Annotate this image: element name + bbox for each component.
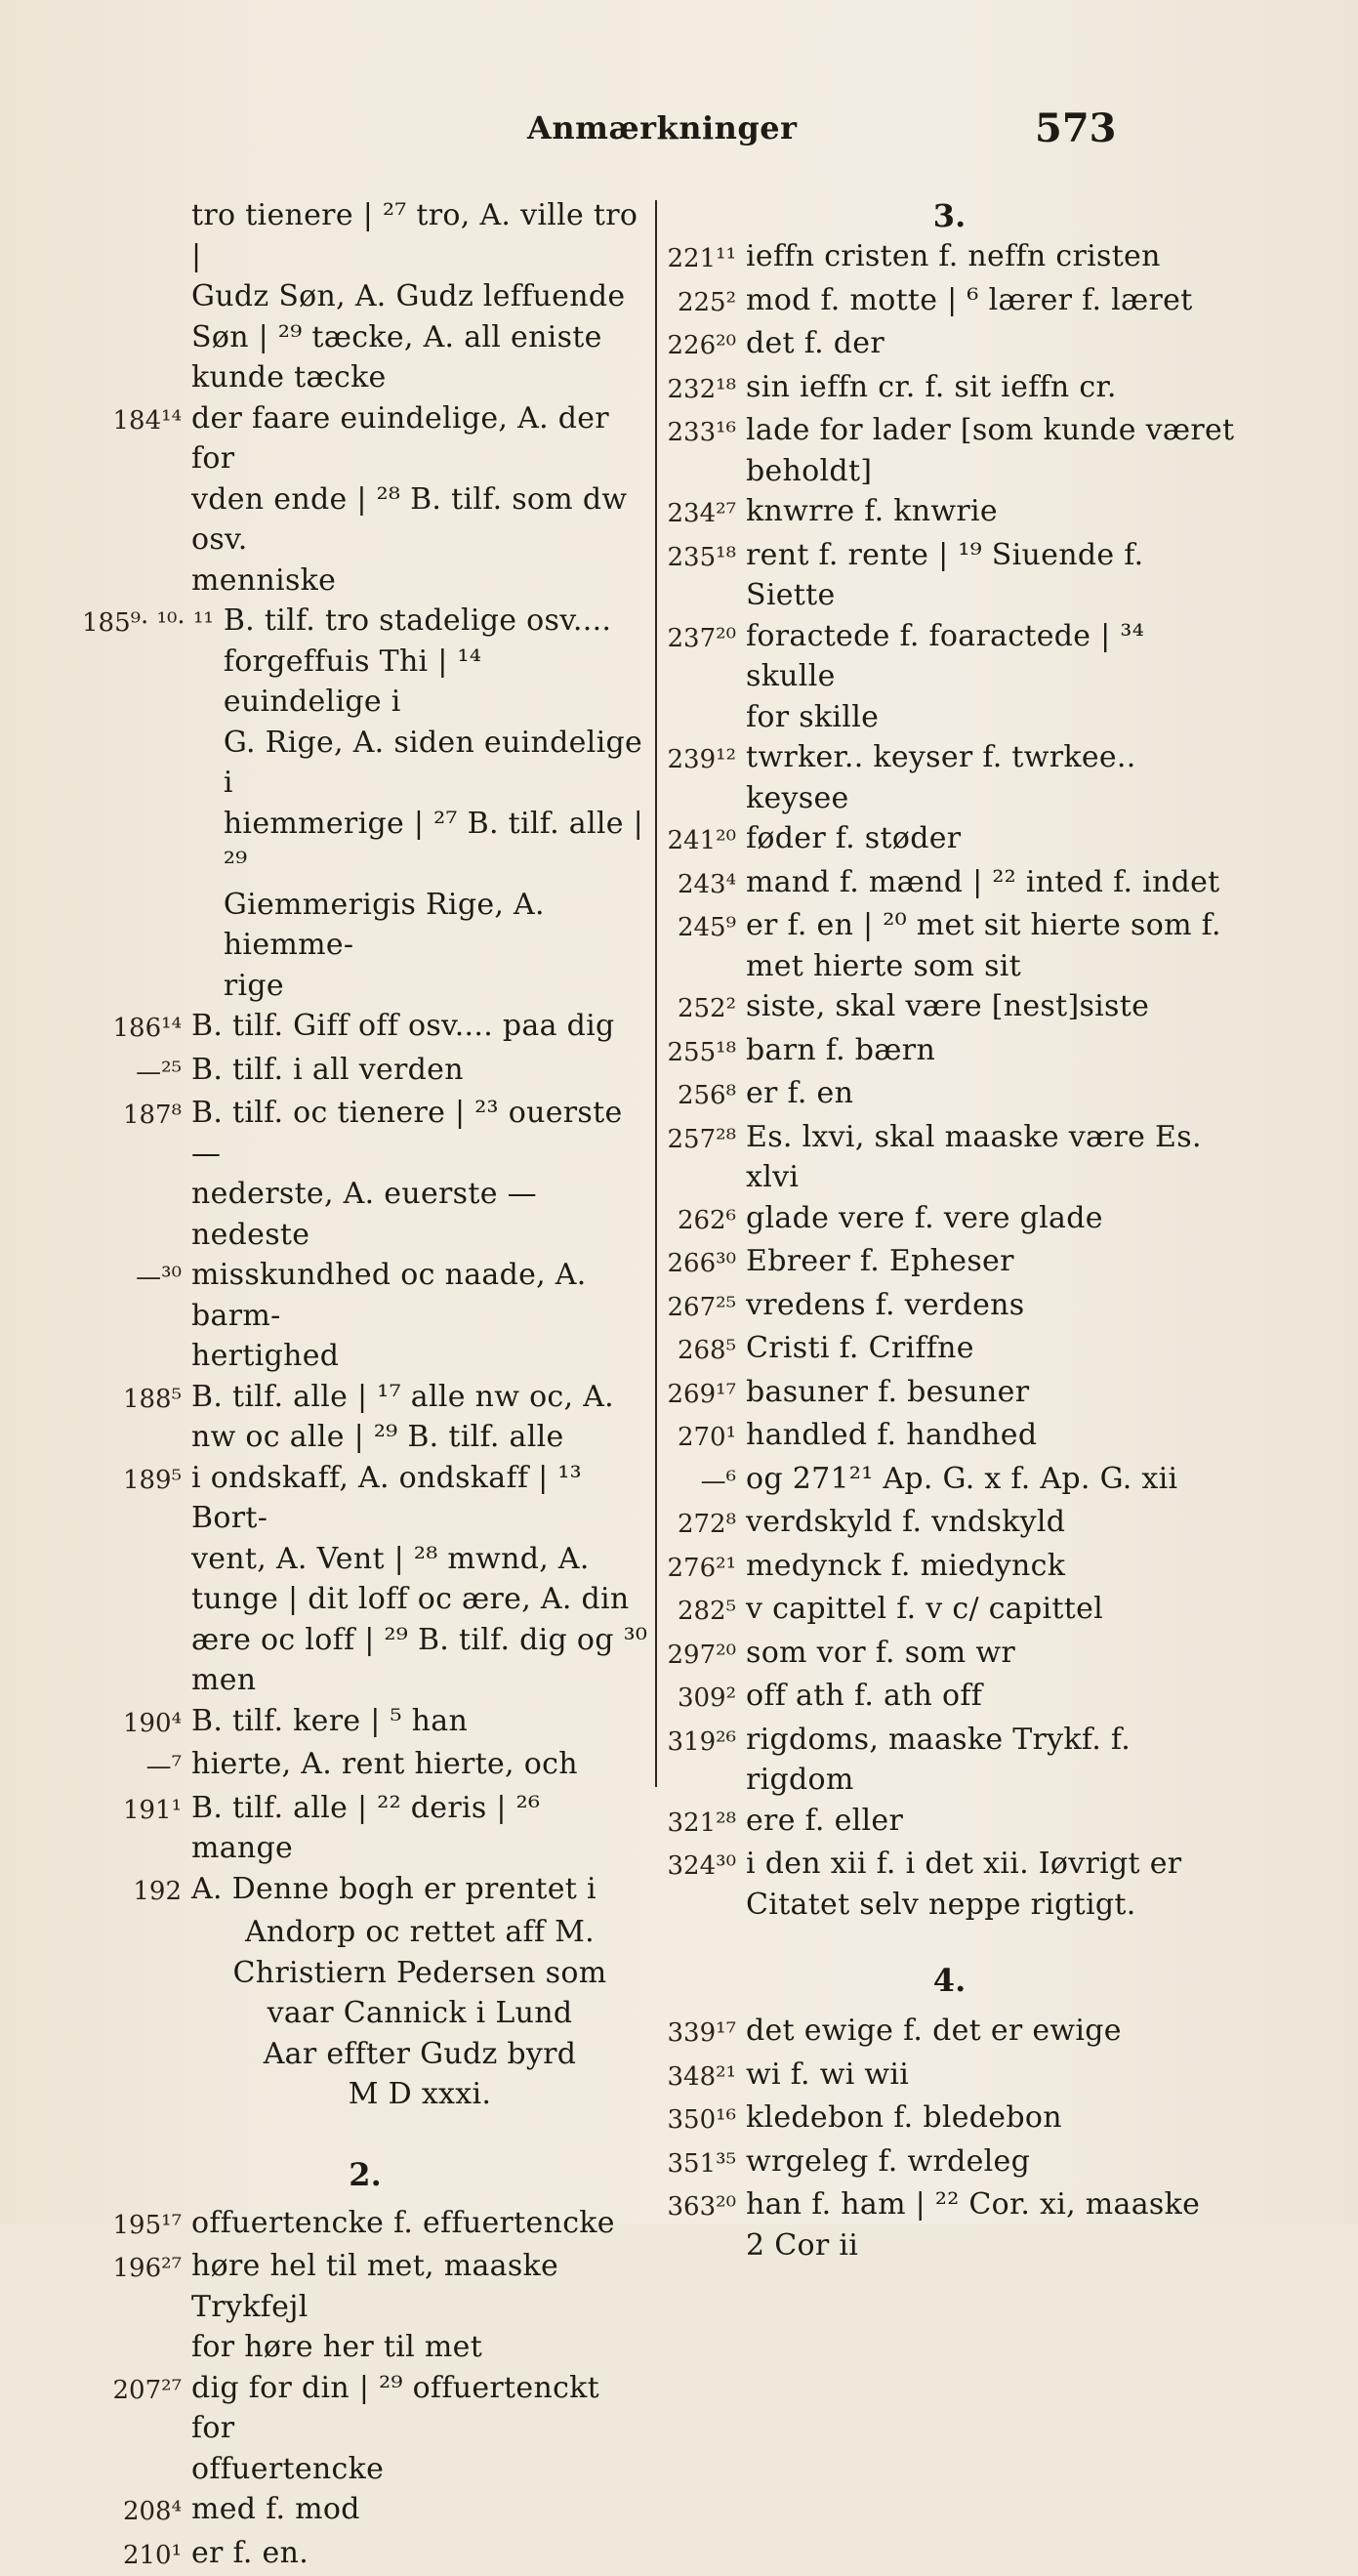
note-entry	[664, 2055, 1235, 2098]
note-ref: 270¹	[664, 1415, 746, 1459]
note-entry	[664, 1372, 1235, 1416]
note-entry	[664, 1073, 1235, 1117]
note-text: rent f. rente | ¹⁹ Siuende f. Siette	[746, 535, 1235, 616]
note-ref: 363²⁰	[664, 2184, 746, 2228]
note-entry	[664, 1502, 1235, 1546]
section-heading-2: 2.	[82, 2154, 648, 2195]
note-ref: 350¹⁶	[664, 2098, 746, 2141]
note-entry	[664, 1030, 1235, 1074]
right-column	[664, 195, 1235, 2265]
note-entry	[664, 862, 1235, 906]
note-text: A. Denne bogh er prentet i	[191, 1869, 648, 1910]
note-text: og 271²¹ Ap. G. x f. Ap. G. xii	[746, 1459, 1235, 1500]
note-text: ieffn cristen f. neffn cristen	[746, 236, 1235, 277]
note-text: B. tilf. i all verden	[191, 1050, 648, 1091]
note-text: wi f. wi wii	[746, 2055, 1235, 2096]
note-entry	[664, 1844, 1235, 1925]
note-text: med f. mod	[191, 2489, 648, 2530]
note-text: i den xii f. i det xii. Iøvrigt er Citatet selv neppe rigtigt.	[746, 1844, 1235, 1925]
note-entry	[664, 1801, 1235, 1845]
note-text: B. tilf. alle | ¹⁷ alle nw oc, A. nw oc alle | ²⁹ B. tilf. alle	[191, 1377, 648, 1458]
note-text: wrgeleg f. wrdeleg	[746, 2141, 1235, 2182]
note-entry	[664, 1676, 1235, 1720]
note-text: foractede f. foaractede | ³⁴ skulle for skille	[746, 616, 1235, 738]
note-ref: 269¹⁷	[664, 1372, 746, 1416]
note-text: v capittel f. v c/ capittel	[746, 1589, 1235, 1630]
note-ref: 257²⁸	[664, 1117, 746, 1161]
note-entry	[664, 535, 1235, 616]
note-text: hierte, A. rent hierte, och	[191, 1744, 648, 1785]
note-entry	[664, 1589, 1235, 1633]
section-heading-4: 4.	[664, 1960, 1235, 2001]
colophon-text: Andorp oc rettet aff M. Christiern Pedersen som vaar Cannick i Lund Aar effter Gudz byrd M D xxxi.	[191, 1912, 648, 2115]
note-text: misskundhed oc naade, A. barm- hertighed	[191, 1255, 648, 1377]
note-entry	[664, 1285, 1235, 1329]
note-ref: —⁷	[82, 1744, 191, 1788]
note-ref: 225²	[664, 280, 746, 324]
note-text: siste, skal være [nest]siste	[746, 986, 1235, 1027]
note-ref: 267²⁵	[664, 1285, 746, 1329]
note-ref: —³⁰	[82, 1255, 191, 1299]
note-text: medynck f. miedynck	[746, 1546, 1235, 1587]
note-entry	[82, 1788, 648, 1869]
note-entry	[664, 2098, 1235, 2141]
note-ref: 190⁴	[82, 1701, 191, 1745]
note-entry	[664, 905, 1235, 986]
note-entry	[664, 2184, 1235, 2265]
note-entry	[664, 818, 1235, 862]
column-divider	[655, 200, 657, 1787]
note-ref: 252²	[664, 986, 746, 1030]
note-ref: 319²⁶	[664, 1720, 746, 1764]
note-ref: 234²⁷	[664, 491, 746, 535]
note-text: tro tienere | ²⁷ tro, A. ville tro | Gudz Søn, A. Gudz leffuende Søn | ²⁹ tæcke, A. all eniste kunde tæcke	[191, 195, 648, 398]
note-ref: 188⁵	[82, 1377, 191, 1421]
note-entry	[82, 1701, 648, 1745]
note-entry	[82, 1377, 648, 1458]
note-entry	[82, 1458, 648, 1701]
note-text: mand f. mænd | ²² inted f. indet	[746, 862, 1235, 903]
note-entry	[664, 986, 1235, 1030]
note-text: offuertencke f. effuertencke	[191, 2203, 648, 2244]
note-entry	[664, 1720, 1235, 1801]
note-text: knwrre f. knwrie	[746, 491, 1235, 532]
left-column	[82, 195, 648, 2576]
note-text: B. tilf. alle | ²² deris | ²⁶ mange	[191, 1788, 648, 1869]
note-text: der faare euindelige, A. der for vden ende | ²⁸ B. tilf. som dw osv. menniske	[191, 398, 648, 602]
note-ref: 233¹⁶	[664, 410, 746, 454]
note-entry	[82, 195, 648, 398]
note-text: verdskyld f. vndskyld	[746, 1502, 1235, 1543]
note-ref: 351³⁵	[664, 2141, 746, 2185]
note-text: føder f. støder	[746, 818, 1235, 859]
note-text: kledebon f. bledebon	[746, 2098, 1235, 2139]
note-text: han f. ham | ²² Cor. xi, maaske 2 Cor ii	[746, 2184, 1235, 2265]
note-entry	[664, 1415, 1235, 1459]
page-number: 573	[1035, 105, 1132, 151]
note-entry	[664, 616, 1235, 738]
note-ref: 208⁴	[82, 2489, 191, 2533]
note-entry	[664, 2141, 1235, 2185]
note-entry	[664, 1241, 1235, 1285]
note-entry	[82, 601, 648, 1006]
note-text: sin ieffn cr. f. sit ieffn cr.	[746, 367, 1235, 408]
note-text: B. tilf. kere | ⁵ han	[191, 1701, 648, 1742]
note-ref: —⁶	[664, 1459, 746, 1503]
note-ref: 189⁵	[82, 1458, 191, 1502]
note-ref: 232¹⁸	[664, 367, 746, 411]
note-ref: 282⁵	[664, 1589, 746, 1633]
note-ref: 276²¹	[664, 1546, 746, 1590]
note-ref: 195¹⁷	[82, 2203, 191, 2247]
note-entry	[82, 1869, 648, 1913]
note-ref: 339¹⁷	[664, 2011, 746, 2055]
note-text: vredens f. verdens	[746, 1285, 1235, 1326]
note-ref: 324³⁰	[664, 1844, 746, 1888]
note-text: B. tilf. tro stadelige osv.... forgeffuis Thi | ¹⁴ euindelige i G. Rige, A. siden euindelige i hiemmerige | ²⁷ B. tilf. alle | ²⁹ Giemmerigis Rige, A. hiemme- rige	[224, 601, 648, 1006]
note-text: som vor f. som wr	[746, 1633, 1235, 1674]
note-text: twrker.. keyser f. twrkee.. keysee	[746, 737, 1235, 818]
note-entry	[664, 737, 1235, 818]
note-ref: 226²⁰	[664, 323, 746, 367]
note-ref: 268⁵	[664, 1328, 746, 1372]
note-ref: 196²⁷	[82, 2246, 191, 2290]
note-ref: 191¹	[82, 1788, 191, 1832]
note-text: ere f. eller	[746, 1801, 1235, 1842]
note-entry	[664, 236, 1235, 280]
note-text: er f. en.	[191, 2533, 648, 2574]
note-text: barn f. bærn	[746, 1030, 1235, 1071]
note-entry	[82, 1093, 648, 1255]
note-ref: 192	[82, 1869, 191, 1913]
note-ref: 255¹⁸	[664, 1030, 746, 1074]
note-entry	[664, 1328, 1235, 1372]
note-ref: 245⁹	[664, 905, 746, 949]
note-text: rigdoms, maaske Trykf. f. rigdom	[746, 1720, 1235, 1801]
note-text: høre hel til met, maaske Trykfejl for høre her til met	[191, 2246, 648, 2368]
note-text: Es. lxvi, skal maaske være Es. xlvi	[746, 1117, 1235, 1198]
note-ref: 262⁶	[664, 1198, 746, 1242]
note-ref: 184¹⁴	[82, 398, 191, 442]
note-entry	[82, 2533, 648, 2576]
note-ref: 239¹²	[664, 737, 746, 781]
note-entry	[664, 2011, 1235, 2055]
note-text: mod f. motte | ⁶ lærer f. læret	[746, 280, 1235, 321]
note-text: basuner f. besuner	[746, 1372, 1235, 1413]
note-entry	[664, 323, 1235, 367]
note-ref: 187⁸	[82, 1093, 191, 1137]
note-ref: 243⁴	[664, 862, 746, 906]
note-ref: 266³⁰	[664, 1241, 746, 1285]
note-ref: 185⁹· ¹⁰· ¹¹	[82, 601, 224, 644]
note-entry	[82, 2489, 648, 2533]
note-entry	[664, 1459, 1235, 1503]
note-text: Cristi f. Criffne	[746, 1328, 1235, 1369]
note-text: B. tilf. oc tienere | ²³ ouerste — nederste, A. euerste — nedeste	[191, 1093, 648, 1255]
note-ref	[82, 195, 191, 198]
note-entry	[664, 491, 1235, 535]
note-text: er f. en | ²⁰ met sit hierte som f. met hierte som sit	[746, 905, 1235, 986]
note-entry	[664, 1117, 1235, 1198]
note-ref: 210¹	[82, 2533, 191, 2576]
note-entry	[664, 1546, 1235, 1590]
note-ref: 221¹¹	[664, 236, 746, 280]
note-text: det ewige f. det er ewige	[746, 2011, 1235, 2052]
note-entry	[664, 1633, 1235, 1677]
note-entry	[664, 367, 1235, 411]
note-entry	[82, 1744, 648, 1788]
note-ref: 348²¹	[664, 2055, 746, 2098]
note-entry	[82, 398, 648, 602]
note-text: glade vere f. vere glade	[746, 1198, 1235, 1239]
note-ref: 256⁸	[664, 1073, 746, 1117]
note-ref: 272⁸	[664, 1502, 746, 1546]
note-text: Ebreer f. Epheser	[746, 1241, 1235, 1282]
note-text: dig for din | ²⁹ offuertenckt for offuertencke	[191, 2368, 648, 2490]
note-ref: 186¹⁴	[82, 1006, 191, 1050]
note-entry	[664, 410, 1235, 491]
note-ref: —²⁵	[82, 1050, 191, 1094]
note-ref: 241²⁰	[664, 818, 746, 862]
note-ref: 207²⁷	[82, 2368, 191, 2412]
note-entry	[82, 1006, 648, 1050]
note-entry	[82, 1050, 648, 1094]
running-title: Anmærkninger	[527, 109, 761, 146]
note-entry	[82, 2368, 648, 2490]
note-text: det f. der	[746, 323, 1235, 364]
note-ref: 321²⁸	[664, 1801, 746, 1845]
note-entry	[664, 1198, 1235, 1242]
note-text: er f. en	[746, 1073, 1235, 1114]
note-ref: 235¹⁸	[664, 535, 746, 579]
note-ref: 237²⁰	[664, 616, 746, 660]
section-heading-3: 3.	[664, 195, 1235, 236]
note-ref: 297²⁰	[664, 1633, 746, 1677]
note-text: lade for lader [som kunde været beholdt]	[746, 410, 1235, 491]
note-text: off ath f. ath off	[746, 1676, 1235, 1717]
note-entry	[82, 2246, 648, 2368]
colophon-entry	[82, 1912, 648, 2115]
note-ref: 309²	[664, 1676, 746, 1720]
note-text: B. tilf. Giff off osv.... paa dig	[191, 1006, 648, 1047]
note-entry	[664, 280, 1235, 324]
note-text: i ondskaff, A. ondskaff | ¹³ Bort- vent, A. Vent | ²⁸ mwnd, A. tunge | dit loff oc ære, A. din ære oc loff | ²⁹ B. tilf. dig og ³⁰ men	[191, 1458, 648, 1701]
note-text: handled f. handhed	[746, 1415, 1235, 1456]
note-entry	[82, 1255, 648, 1377]
